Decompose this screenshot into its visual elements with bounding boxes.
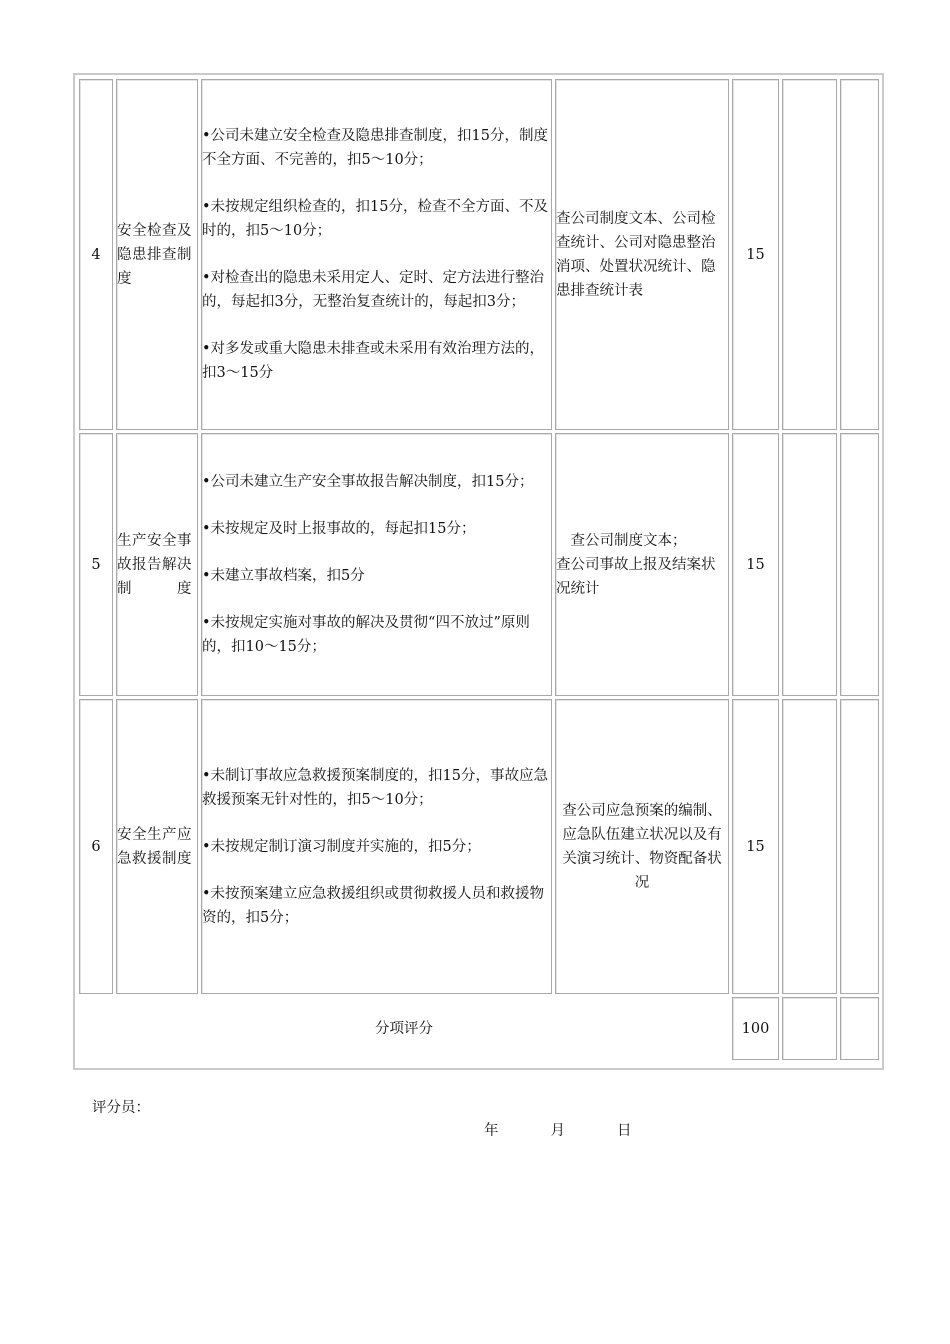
method-line: 查公司制度文本； xyxy=(556,532,687,549)
criteria-item: •对检查出的隐患未采用定人、定时、定方法进行整治的，每起扣3分，无整治复查统计的，每起扣3分； xyxy=(202,270,545,310)
signer-label: 评分员： xyxy=(92,1100,150,1116)
month-label: 月 xyxy=(550,1123,565,1139)
standard-score: 15 xyxy=(732,699,779,994)
item-name: 生产安全事故报告解决制 度 xyxy=(116,433,198,696)
method-cell: 查公司制度文本、公司检查统计、公司对隐患整治消项、处置状况统计、隐患排查统计表 xyxy=(555,79,729,430)
criteria-item: •公司未建立生产安全事故报告解决制度，扣15分； xyxy=(202,474,534,490)
criteria-item: •未按规定组织检查的，扣15分，检查不全方面、不及时的，扣5～10分； xyxy=(202,199,549,239)
actual-score-cell xyxy=(840,699,879,994)
row-number: 5 xyxy=(79,433,113,696)
criteria-item: •对多发或重大隐患未排查或未采用有效治理方法的，扣3～15分 xyxy=(202,341,545,381)
criteria-item: •未按规定制订演习制度并实施的，扣5分； xyxy=(202,838,481,855)
criteria-item: •公司未建立安全检查及隐患排查制度，扣15分，制度不全方面、不完善的，扣5～10分； xyxy=(202,128,549,168)
criteria-item: •未制订事故应急救援预案制度的，扣15分，事故应急救援预案无针对性的，扣5～10分； xyxy=(202,767,549,808)
table-row xyxy=(79,699,879,994)
criteria-cell xyxy=(201,699,552,994)
year-label: 年 xyxy=(484,1123,499,1139)
standard-score: 15 xyxy=(732,79,779,430)
summary-row xyxy=(79,997,879,1060)
item-name: 安全生产应急救援制度 xyxy=(116,699,198,994)
table-row xyxy=(79,433,879,696)
day-label: 日 xyxy=(617,1123,632,1139)
deduction-cell xyxy=(782,433,837,696)
standard-score: 15 xyxy=(732,433,779,696)
criteria-item: •未建立事故档案，扣5分 xyxy=(202,568,365,584)
deduction-cell xyxy=(782,699,837,994)
criteria-item: •未按预案建立应急救援组织或贯彻救援人员和救援物资的，扣5分； xyxy=(202,885,545,926)
actual-score-cell xyxy=(840,433,879,696)
method-cell xyxy=(555,433,729,696)
row-number: 6 xyxy=(79,699,113,994)
date-line xyxy=(484,1119,632,1140)
evaluation-table xyxy=(76,76,882,1063)
deduction-cell xyxy=(782,79,837,430)
criteria-item: •未按规定实施对事故的解决及贯彻“四不放过”原则的，扣10～15分； xyxy=(202,615,530,655)
row-number: 4 xyxy=(79,79,113,430)
criteria-item: •未按规定及时上报事故的，每起扣15分； xyxy=(202,521,476,537)
summary-actual-cell xyxy=(840,997,879,1060)
summary-label: 分项评分 xyxy=(375,1020,433,1037)
actual-score-cell xyxy=(840,79,879,430)
summary-deduction-cell xyxy=(782,997,837,1060)
method-line: 查公司事故上报及结案状况统计 xyxy=(556,556,716,597)
summary-score: 100 xyxy=(732,997,779,1060)
criteria-cell xyxy=(201,433,552,696)
table-row xyxy=(79,79,879,430)
criteria-cell xyxy=(201,79,552,430)
item-name: 安全检查及隐患排查制度 xyxy=(116,79,198,430)
method-cell: 查公司应急预案的编制、应急队伍建立状况以及有关演习统计、物资配备状况 xyxy=(555,699,729,994)
